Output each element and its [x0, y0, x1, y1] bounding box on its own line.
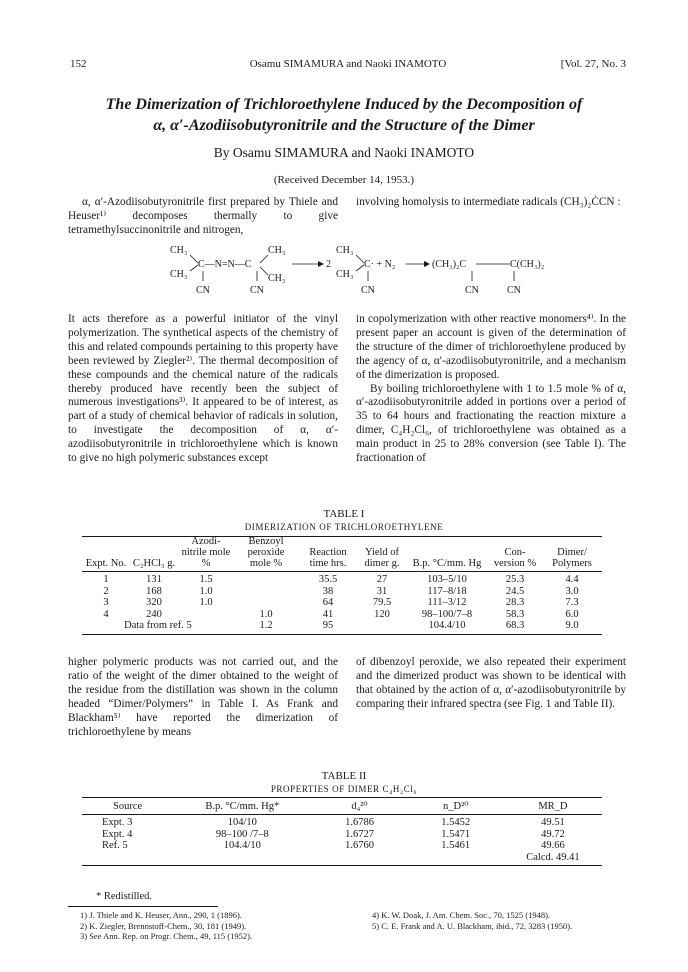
- table1-cell: 1: [103, 574, 109, 585]
- table2-cell: 104/10: [227, 817, 257, 828]
- table1-row: [82, 609, 602, 621]
- table1-cell: [234, 597, 298, 609]
- table1-cell: 31: [376, 585, 388, 597]
- table2-cell: Ref. 5: [102, 840, 128, 851]
- table2-header: MR_D: [504, 798, 602, 815]
- table1-cell: 1.0: [199, 597, 213, 608]
- eq-ch3-d: CH₃: [268, 273, 286, 284]
- article-title: [60, 94, 628, 136]
- eq-ch3-c: CH₃: [268, 245, 286, 256]
- table1-cell: 41: [322, 608, 334, 620]
- table2-cell: 49.51: [541, 817, 565, 828]
- footnote-3: 3) See Ann. Rep. on Progr. Chem., 49, 115 (1952).: [80, 931, 253, 941]
- table1-cell: 28.3: [505, 597, 525, 608]
- table1-ref-row: [82, 620, 602, 634]
- eq-ch3-a: CH₃: [170, 245, 188, 256]
- table1-cell: 64: [322, 597, 334, 608]
- table1: [82, 536, 602, 635]
- intro-left-column: [68, 196, 338, 238]
- table1-cell: 95: [298, 620, 358, 634]
- table1-cell: 4: [103, 608, 109, 620]
- table2-footnote: * Redistilled.: [96, 891, 152, 902]
- eq-ch3-b: CH₃: [170, 269, 188, 280]
- eq-cn-e: CN: [507, 285, 521, 296]
- table1-cell: 38: [322, 585, 334, 597]
- table2-header-row: [82, 798, 602, 815]
- table1-cell: 131: [146, 574, 162, 585]
- table2-cell: Expt. 3: [102, 817, 133, 828]
- table1-cell: 6.0: [565, 608, 579, 620]
- table2-row: [82, 840, 602, 852]
- table1-header: B.p. °C/mm. Hg: [406, 536, 488, 572]
- eq-cn-a: CN: [196, 285, 210, 296]
- table1-cell: 4.4: [565, 574, 579, 585]
- table1-header-row: [82, 536, 602, 572]
- body-right-column: [356, 313, 626, 466]
- table2-header: n_D²⁰: [408, 798, 504, 815]
- table1-header: Azodi-nitrile mole %: [178, 536, 234, 572]
- table1-subtitle: DIMERIZATION OF TRICHLOROETHYLENE: [244, 522, 444, 532]
- received-date: (Received December 14, 1953.): [273, 174, 415, 186]
- table1-cell: 9.0: [542, 620, 602, 634]
- table2-header: d₄²⁰: [311, 798, 407, 815]
- eq-product-right: C(CH₃)₂: [510, 259, 545, 270]
- table2-cell: Expt. 4: [102, 828, 133, 840]
- running-header: [70, 58, 626, 74]
- intro-right-column: [356, 196, 626, 210]
- table1-header: Dimer/ Polymers: [542, 536, 602, 572]
- eq-ch3-f: CH₃: [336, 269, 354, 280]
- table2-header: B.p. °C/mm. Hg*: [173, 798, 311, 815]
- decomposition-equation: [170, 241, 570, 307]
- eq-ch3-e: CH₃: [336, 245, 354, 256]
- table1-cell: 120: [374, 608, 390, 620]
- table2-caption: TABLE II: [321, 770, 367, 782]
- table1-row: [82, 586, 602, 598]
- table1-cell: 117–8/18: [427, 585, 467, 597]
- eq-product-left: (CH₃)₂C: [432, 259, 467, 270]
- table1-cell: 3: [103, 597, 109, 608]
- table2-cell: 1.5452: [441, 817, 471, 828]
- table1-cell: 2: [103, 585, 109, 597]
- table1-cell: 3.0: [565, 585, 579, 597]
- footnotes-left: [80, 910, 360, 942]
- table2-cell: 49.66: [541, 840, 565, 851]
- table2-cell: 1.6786: [345, 817, 374, 828]
- table1-header: Yield of dimer g.: [358, 536, 406, 572]
- table2-subtitle: PROPERTIES OF DIMER C₄H₂Cl₆: [270, 784, 418, 794]
- running-authors: Osamu SIMAMURA and Naoki INAMOTO: [249, 58, 447, 70]
- eq-radical: C· + N₂: [364, 259, 396, 270]
- body-right-para-2: By boiling trichloroethylene with 1 to 1.5 mole % of α, α′-azodiisobutyronitrile added in portions over a period of 35 to 64 hours and fractionating the reaction mixture a dimer, C₄H₂Cl₆, of trichloroethylene was obtained as a main product in 25 to 28% conversion (see Table I). The fractionation of: [356, 382, 626, 465]
- title-line-2: α, α′-Azodiisobutyronitrile and the Structure of the Dimer: [153, 117, 535, 134]
- table2-row: [82, 815, 602, 829]
- body-left-text: It acts therefore as a powerful initiator of the vinyl polymerization. The synthetical aspects of the chemistry of this and related compounds pertaining to this property have been reviewed by Ziegler²⁾. The thermal decomposition of these compounds and the chemical nature of the radicals thereby produced have recently been the subject of numerous investigations³⁾. It appeared to be of interest, as part of a study of chemical behavior of radicals in solution, to investigate the decomposition of α, α′-azodiisobutyronitrile in trichloroethylene which is known to give no high polymeric substances except: [68, 313, 338, 465]
- table1-ref-label: Data from ref. 5: [82, 620, 234, 634]
- table1-cell: 7.3: [565, 597, 579, 608]
- page-number: 152: [70, 58, 87, 70]
- table1-cell: 1.0: [199, 585, 213, 597]
- table1-cell: 27: [376, 574, 388, 585]
- eq-cn-b: CN: [250, 285, 264, 296]
- table2-cell: 1.6760: [345, 840, 374, 851]
- table1-cell: [234, 586, 298, 598]
- table1-cell: 168: [146, 585, 162, 597]
- table1-cell: 104.4/10: [406, 620, 488, 634]
- eq-azo-core: C—N=N—C: [198, 259, 252, 270]
- table1-cell: 68.3: [488, 620, 542, 634]
- table2-calcd-row: [82, 852, 602, 866]
- table1-cell: [358, 620, 406, 634]
- lower-left-column: [68, 656, 338, 739]
- table1-row: [82, 597, 602, 609]
- table2-cell: 98–100 /7–8: [215, 828, 269, 840]
- table2: [82, 797, 602, 866]
- title-line-1: The Dimerization of Trichloroethylene Induced by the Decomposition of: [105, 96, 583, 113]
- table1-cell: 98–100/7–8: [421, 608, 473, 620]
- lower-left-text: higher polymeric products was not carried out, and the ratio of the weight of the dimer obtained to the weight of the residue from the distillation was shown in the column headed “Dimer/Polymers” in Table I. As Frank and Blackham⁵⁾ have reported the dimerization of trichloroethylene by means: [68, 656, 338, 738]
- table1-header: Reaction time hrs.: [298, 536, 358, 572]
- footnote-5: 5) C. E. Frank and A. U. Blackham, ibid., 72, 3283 (1950).: [372, 920, 573, 931]
- table1-cell: 1.0: [259, 608, 273, 620]
- table1-cell: 25.3: [505, 574, 525, 585]
- table2-cell: 1.5471: [441, 828, 471, 840]
- lower-right-column: [356, 656, 626, 712]
- table1-cell: 240: [146, 608, 162, 620]
- table2-cell: 1.6727: [345, 828, 374, 840]
- table1-cell: 1.2: [234, 620, 298, 634]
- footnote-2: 2) K. Ziegler, Brennstoff-Chem., 30, 181 (1949).: [80, 920, 247, 931]
- body-right-para-1: in copolymerization with other reactive monomers⁴⁾. In the present paper an account is given of the determination of the structure of the dimer of trichloroethylene produced by the agency of α, α′-azodiisobutyronitrile, and a mechanism of the dimerization is proposed.: [356, 313, 626, 381]
- table1-cell: 320: [146, 597, 162, 608]
- equation-figure: [170, 241, 570, 307]
- table2-cell: 104.4/10: [223, 840, 261, 851]
- table1-cell: 1.5: [199, 574, 213, 585]
- table1-row: [82, 572, 602, 586]
- table1-cell: 24.5: [505, 585, 525, 597]
- footnote-1: 1) J. Thiele and K. Heuser, Ann., 290, 1 (1896).: [80, 910, 242, 920]
- footnote-4: 4) K. W. Doak, J. Am. Chem. Soc., 70, 1525 (1948).: [372, 910, 551, 920]
- table1-cell: 111–3/12: [427, 597, 467, 608]
- intro-left-text: α, α′-Azodiisobutyronitrile first prepared by Thiele and Heuser¹⁾ decomposes thermally to give tetramethylsuccinonitrile and nitrogen,: [68, 196, 338, 236]
- eq-coefficient: 2: [326, 259, 331, 270]
- volume-info: [Vol. 27, No. 3: [560, 58, 626, 70]
- footnotes-right: [372, 910, 632, 931]
- table1-cell: 58.3: [505, 608, 525, 620]
- table1-cell: 35.5: [318, 574, 338, 585]
- table2-cell: 1.5461: [441, 840, 471, 851]
- table2-cell: 49.72: [541, 828, 565, 840]
- table1-cell: [178, 609, 234, 621]
- intro-right-text: involving homolysis to intermediate radicals (CH₃)₂ĊCN :: [356, 196, 621, 208]
- body-left-column: [68, 313, 338, 466]
- eq-cn-d: CN: [465, 285, 479, 296]
- table2-row: [82, 829, 602, 841]
- table1-header: C₂HCl₃ g.: [130, 536, 178, 572]
- table1-cell: [234, 572, 298, 586]
- table1-cell: 103–5/10: [427, 574, 467, 585]
- table1-header: Benzoyl peroxide mole %: [234, 536, 298, 572]
- lower-right-text: of dibenzoyl peroxide, we also repeated their experiment and the dimerized product was shown to be identical with that obtained by the action of α, α′-azodiisobutyronitrile by comparing their infrared spectra (see Fig. 1 and Table II).: [356, 656, 626, 710]
- eq-cn-c: CN: [361, 285, 375, 296]
- table1-header: Expt. No.: [82, 536, 130, 572]
- table1-caption: TABLE I: [323, 508, 365, 520]
- footnote-rule: [68, 906, 218, 907]
- table2-header: Source: [82, 798, 173, 815]
- byline: By Osamu SIMAMURA and Naoki INAMOTO: [213, 145, 475, 160]
- table1-header: Con-version %: [488, 536, 542, 572]
- table2-calcd: Calcd. 49.41: [504, 852, 602, 866]
- table1-cell: 79.5: [372, 597, 392, 608]
